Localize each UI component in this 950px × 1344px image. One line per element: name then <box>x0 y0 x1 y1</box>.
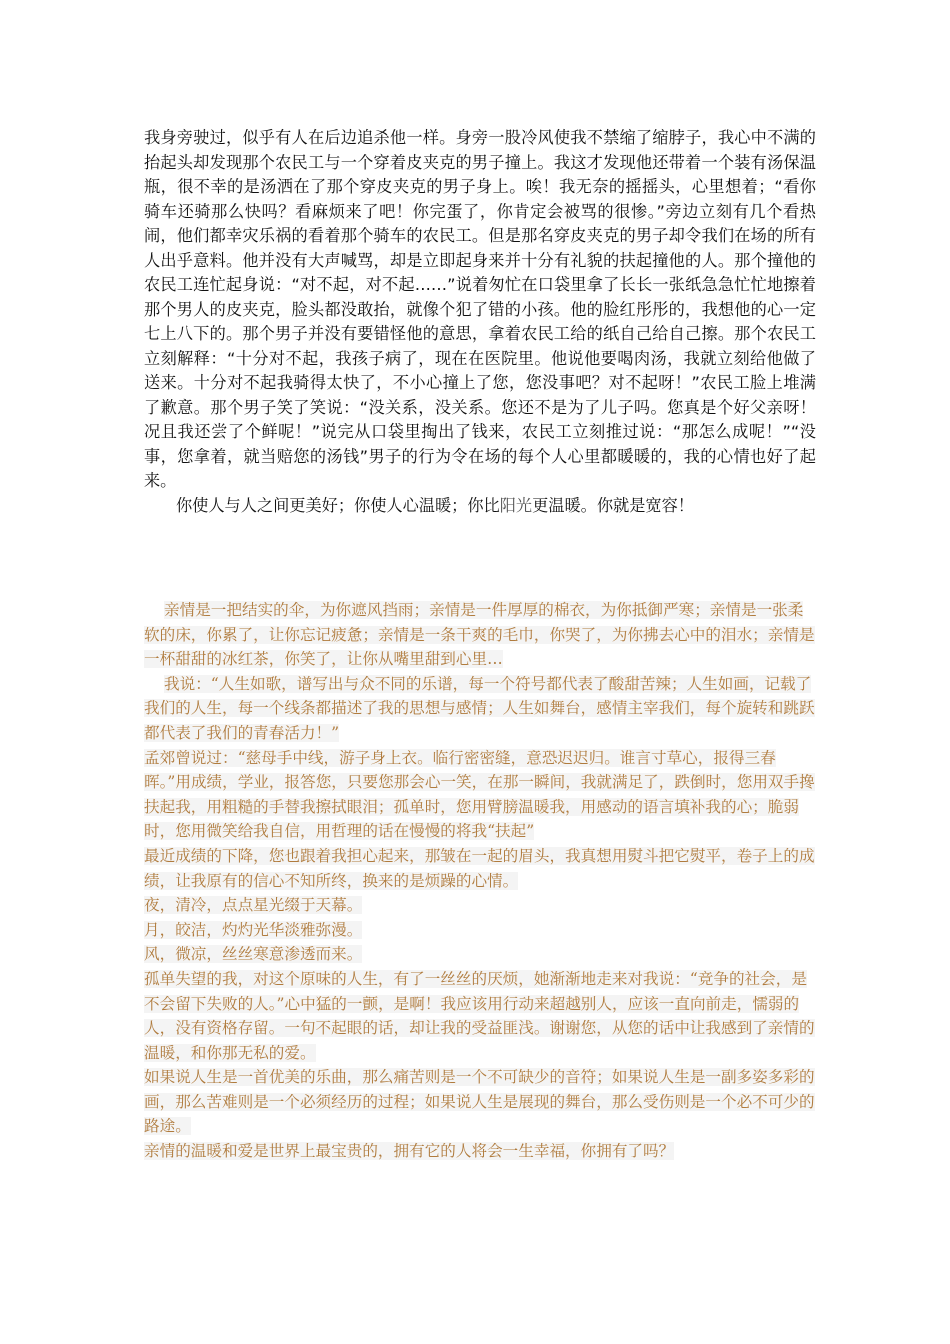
story-section <box>144 126 816 518</box>
essay-text-4: 最近成绩的下降，您也跟着我担心起来，那皱在一起的眉头，我真想用熨斗把它熨平，卷子上的成绩，让我原有的信心不知所终，换来的是烦躁的心情。 <box>144 846 815 890</box>
essay-text-2: 我说：“人生如歌，谱写出与众不同的乐谱，每一个符号都代表了酸甜苦辣；人生如画，记载了我们的人生，每一个线条都描述了我的思想与感情；人生如舞台，感情主宰我们，每个旋转和跳跃都代表了我们的青春活力！” <box>144 674 815 742</box>
essay-text-3: 孟郊曾说过：“慈母手中线，游子身上衣。临行密密缝，意恐迟迟归。谁言寸草心，报得三春晖。”用成绩，学业，报答您，只要您那会心一笑，在那一瞬间，我就满足了，跌倒时，您用双手搀扶起我，用粗糙的手替我擦拭眼泪；孤单时，您用臂膀温暖我，用感动的语言填补我的心；脆弱时，您用微笑给我自信，用哲理的话在慢慢的将我“扶起” <box>144 748 815 841</box>
essay-text-9: 如果说人生是一首优美的乐曲，那么痛苦则是一个不可缺少的音符；如果说人生是一副多姿多彩的画，那么苦难则是一个必须经历的过程；如果说人生是展现的舞台，那么受伤则是一个必不可少的路途。 <box>144 1068 815 1136</box>
essay-paragraph-8 <box>144 967 816 1065</box>
essay-text-10: 亲情的温暖和爱是世界上最宝贵的，拥有它的人将会一生幸福，你拥有了吗？ <box>144 1142 675 1161</box>
essay-text-6: 月，皎洁，灼灼光华淡雅弥漫。 <box>144 920 363 939</box>
closing-text-b: 阳光 <box>499 495 533 515</box>
essay-paragraph-9 <box>144 1065 816 1139</box>
essay-paragraph-6 <box>144 918 816 943</box>
story-paragraph: 我身旁驶过，似乎有人在后边追杀他一样。身旁一股冷风使我不禁缩了缩脖子，我心中不满的抬起头却发现那个农民工与一个穿着皮夹克的男子撞上。我这才发现他还带着一个装有汤保温瓶，很不幸的是汤洒在了那个穿皮夹克的男子身上。唉！我无奈的摇摇头，心里想着；“看你骑车还骑那么快吗？看麻烦来了吧！你完蛋了，你肯定会被骂的很惨。”旁边立刻有几个看热闹，他们都幸灾乐祸的看着那个骑车的农民工。但是那名穿皮夹克的男子却令我们在场的所有人出乎意料。他并没有大声喊骂，却是立即起身来并十分有礼貌的扶起撞他的人。那个撞他的农民工连忙起身说：“对不起，对不起……”说着匆忙在口袋里拿了长长一张纸急急忙忙地擦着那个男人的皮夹克，脸头都没敢抬，就像个犯了错的小孩。他的脸红彤彤的，我想他的心一定七上八下的。那个男子并没有要错怪他的意思，拿着农民工给的纸自己给自己擦。那个农民工立刻解释：“十分对不起，我孩子病了，现在在医院里。他说他要喝肉汤，我就立刻给他做了送来。十分对不起我骑得太快了，不小心撞上了您，您没事吧？对不起呀！”农民工脸上堆满了歉意。那个男子笑了笑说：“没关系，没关系。您还不是为了儿子吗。您真是个好父亲呀！况且我还尝了个鲜呢！”说完从口袋里掏出了钱来，农民工立刻推过说：“那怎么成呢！”“没事，您拿着，就当赔您的汤钱”男子的行为令在场的每个人心里都暖暖的，我的心情也好了起来。 <box>144 128 816 490</box>
essay-text-8: 孤单失望的我，对这个原味的人生，有了一丝丝的厌烦，她渐渐地走来对我说：“竞争的社会，是不会留下失败的人。”心中猛的一颤，是啊！我应该用行动来超越别人，应该一直向前走，懦弱的人，没有资格存留。一句不起眼的话，却让我的受益匪浅。谢谢您，从您的话中让我感到了亲情的温暖，和你那无私的爱。 <box>144 969 815 1062</box>
essay-paragraph-5 <box>144 893 816 918</box>
essay-paragraph-3 <box>144 746 816 844</box>
essay-paragraph-2 <box>144 672 816 746</box>
essay-text-1: 亲情是一把结实的伞，为你遮风挡雨；亲情是一件厚厚的棉衣，为你抵御严寒；亲情是一张柔软的床，你累了，让你忘记疲惫；亲情是一条干爽的毛巾，你哭了，为你拂去心中的泪水；亲情是一杯甜甜的冰红茶，你笑了，让你从嘴里甜到心里… <box>144 601 815 669</box>
essay-paragraph-10 <box>144 1139 816 1164</box>
essay-text-7: 风，微凉，丝丝寒意渗透而来。 <box>144 945 363 964</box>
closing-text-a: 你使人与人之间更美好；你使人心温暖；你比 <box>176 495 500 515</box>
essay-paragraph-1 <box>144 598 816 672</box>
essay-paragraph-4 <box>144 844 816 893</box>
family-essay-section <box>144 598 816 1164</box>
essay-paragraph-7 <box>144 942 816 967</box>
essay-text-5: 夜，清冷，点点星光缀于天幕。 <box>144 896 363 915</box>
closing-text-c: 更温暖。你就是宽容！ <box>532 495 694 515</box>
closing-paragraph <box>144 494 816 519</box>
